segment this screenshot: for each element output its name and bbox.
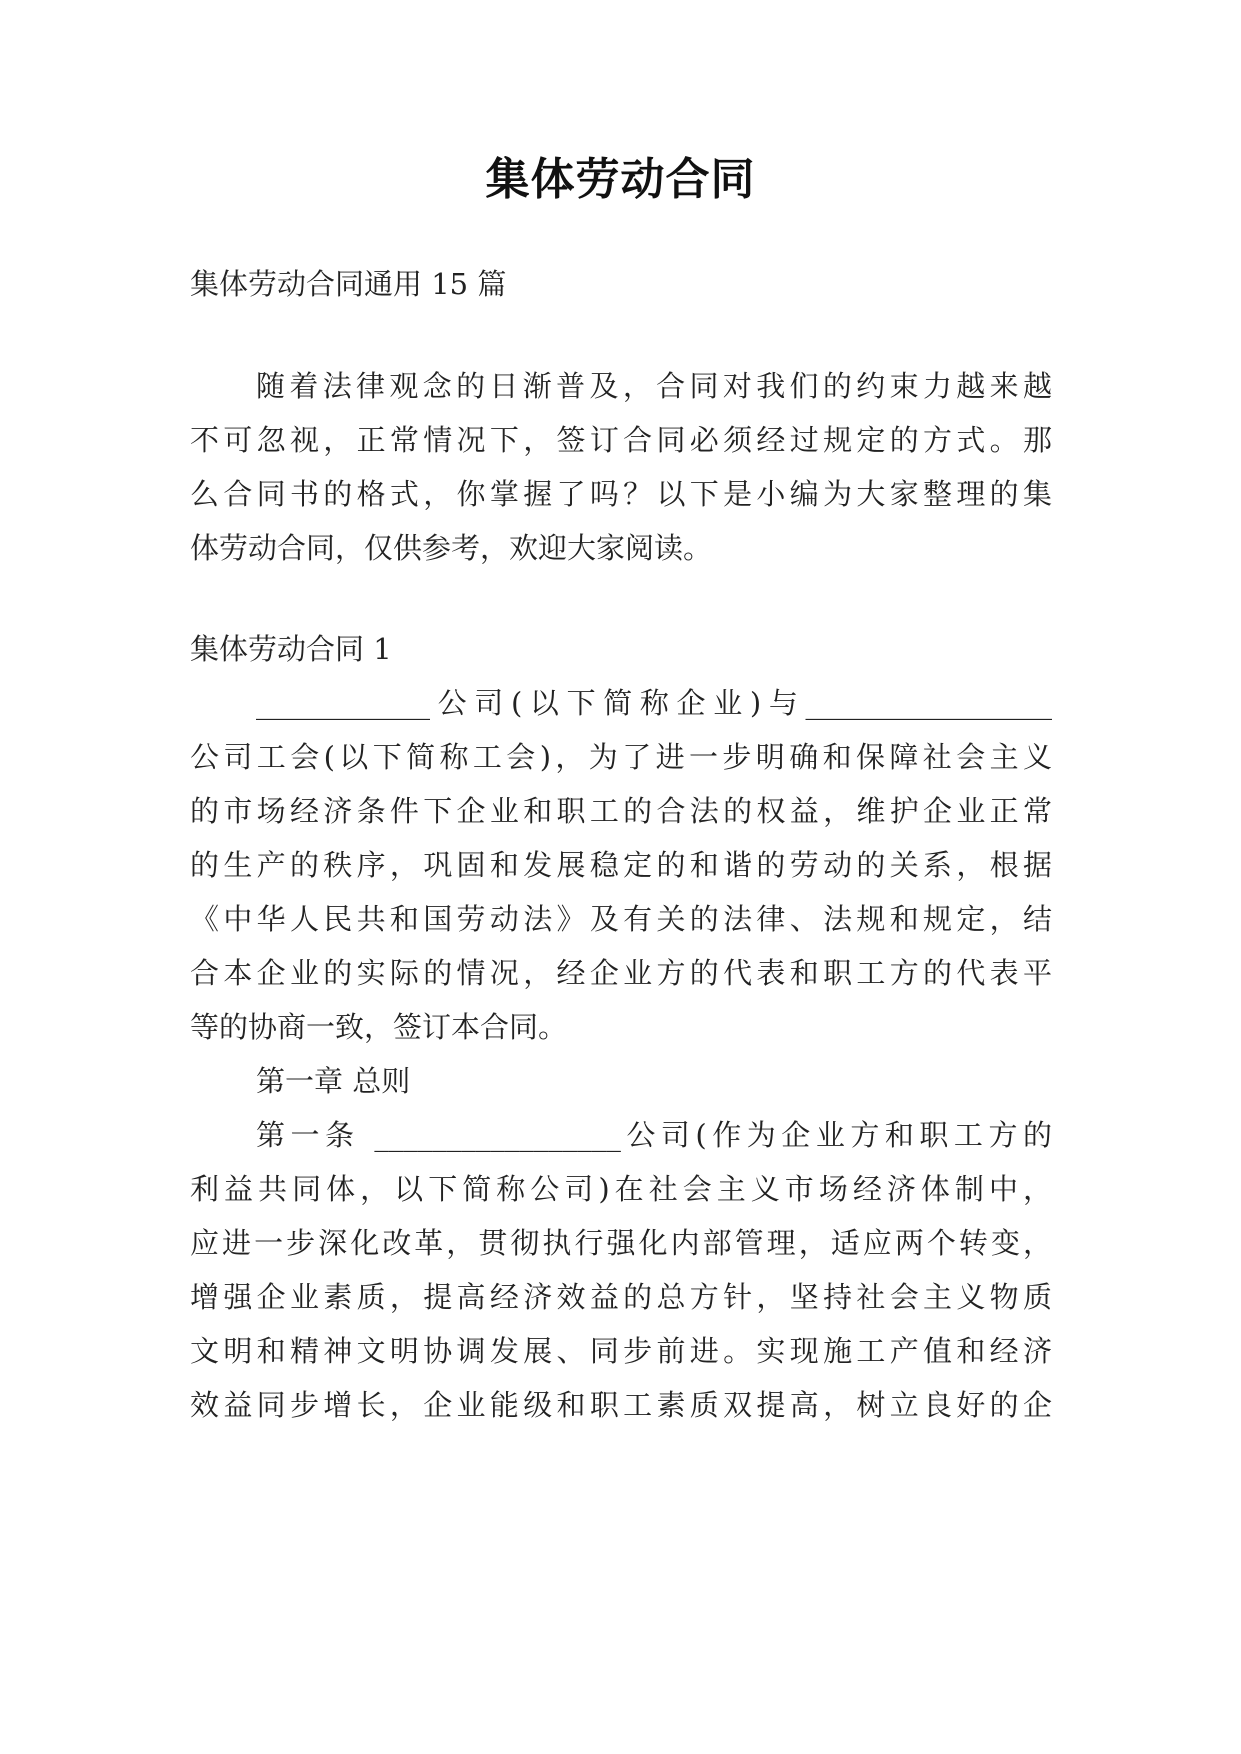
intro-line: 体劳动合同，仅供参考，欢迎大家阅读。 [190, 531, 713, 565]
preamble-line: 等的协商一致，签订本合同。 [190, 1010, 568, 1044]
document-title: 集体劳动合同 [485, 154, 756, 205]
preamble-line: 合本企业的实际的情况，经企业方的代表和职工方的代表平 [190, 956, 1052, 990]
preamble-line: 的生产的秩序，巩固和发展稳定的和谐的劳动的关系，根据 [190, 848, 1052, 882]
article-line: 应进一步深化改革，贯彻执行强化内部管理，适应两个转变， [190, 1226, 1052, 1260]
section-heading: 集体劳动合同 1 [190, 632, 392, 666]
article-line: 效益同步增长，企业能级和职工素质双提高，树立良好的企 [190, 1388, 1052, 1422]
article-line: 增强企业素质，提高经济效益的总方针，坚持社会主义物质 [190, 1280, 1052, 1314]
preamble-line: ____________公司(以下简称企业)与_________________ [256, 686, 1052, 720]
preamble-line: 的市场经济条件下企业和职工的合法的权益，维护企业正常 [190, 794, 1052, 828]
chapter-heading: 第一章 总则 [256, 1064, 411, 1098]
intro-line: 么合同书的格式，你掌握了吗？以下是小编为大家整理的集 [190, 477, 1052, 511]
preamble-line: 《中华人民共和国劳动法》及有关的法律、法规和规定，结 [190, 902, 1052, 936]
intro-line: 不可忽视，正常情况下，签订合同必须经过规定的方式。那 [190, 423, 1052, 457]
preamble-line: 公司工会(以下简称工会)，为了进一步明确和保障社会主义 [190, 740, 1052, 774]
article-line: 利益共同体，以下简称公司)在社会主义市场经济体制中， [190, 1172, 1052, 1206]
article-line: 第一条 _________________公司(作为企业方和职工方的 [256, 1118, 1052, 1152]
intro-line: 随着法律观念的日渐普及，合同对我们的约束力越来越 [256, 369, 1052, 403]
document-subtitle: 集体劳动合同通用 15 篇 [190, 267, 507, 301]
article-line: 文明和精神文明协调发展、同步前进。实现施工产值和经济 [190, 1334, 1052, 1368]
